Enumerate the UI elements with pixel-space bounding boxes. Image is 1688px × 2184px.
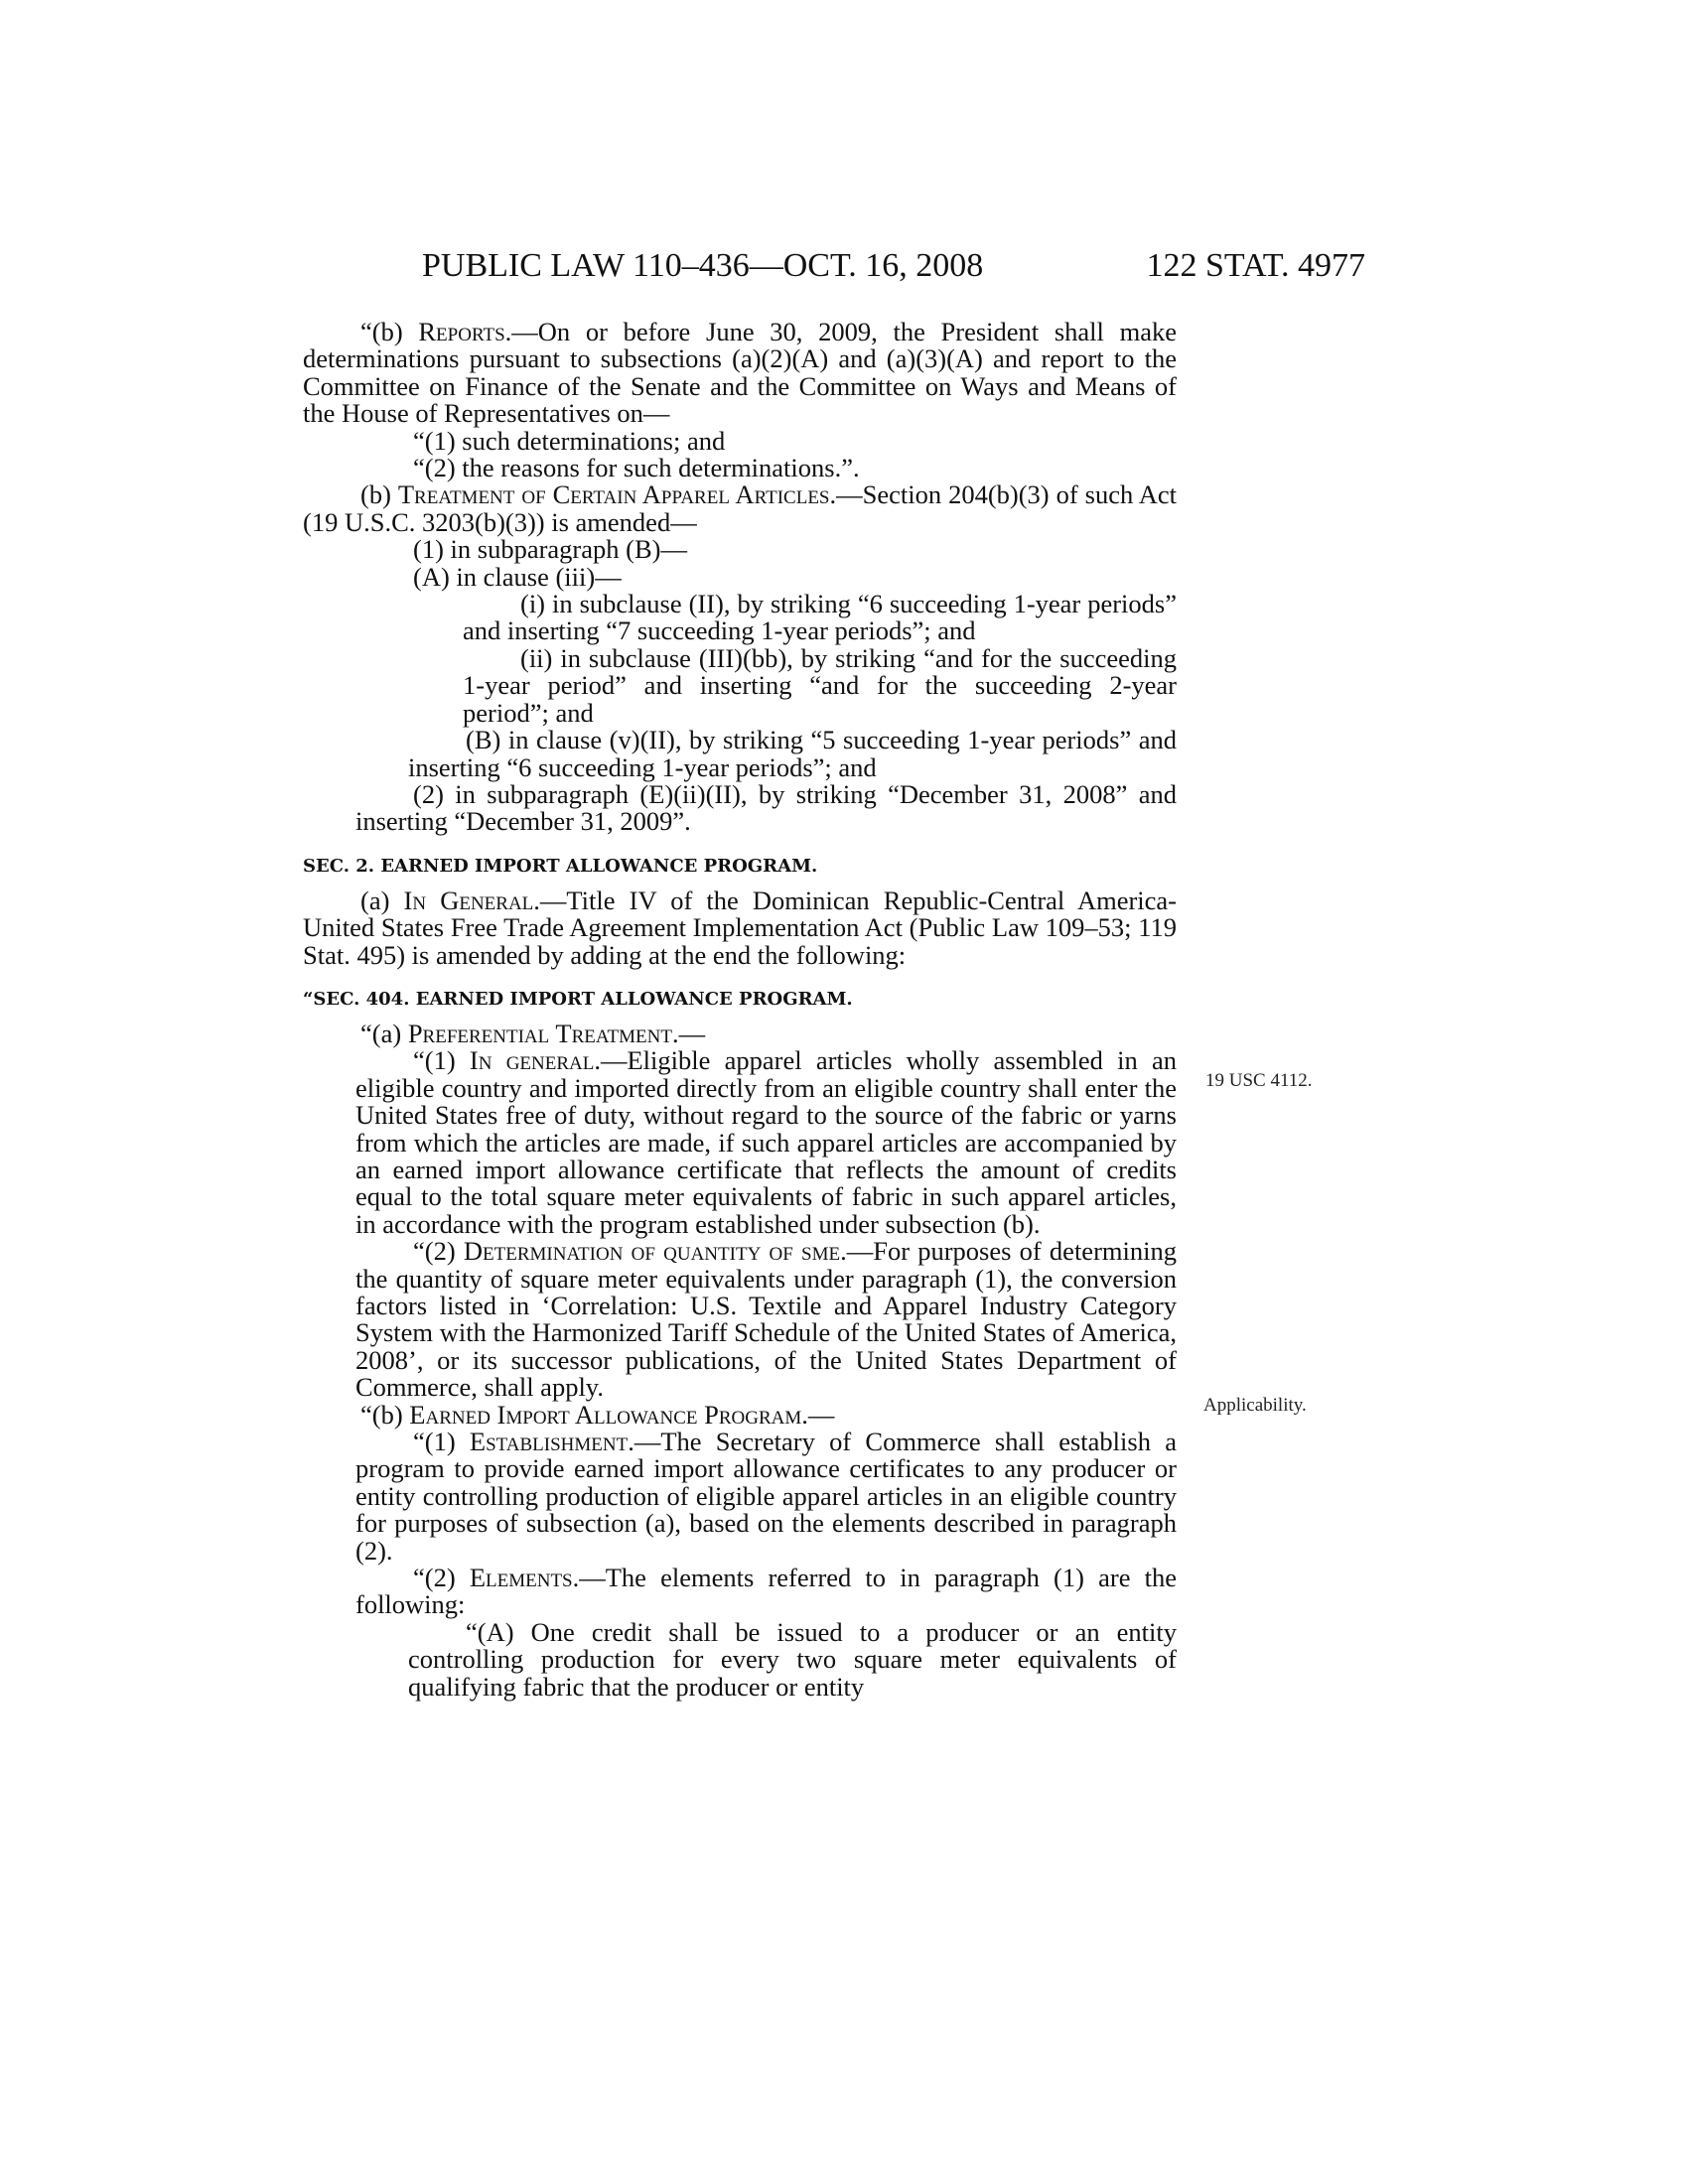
paragraph: “(a) Preferential Treatment.—	[360, 1018, 706, 1048]
paragraph: “(2) Determination of quantity of sme.—For purposes of determining the quantity of square meter equivalents under paragraph (1), the conversion factors listed in ‘Correlation: U.S. Textile and Apparel Industry Category System with the Harmonized Tariff Schedule of the United States of America, 2008’, or its successor publications, of the United States Department of Commerce, shall apply.	[355, 1236, 1177, 1403]
paragraph: (ii) in subclause (III)(bb), by striking “and for the succeeding 1-year period” and inserting “and for the succeeding 2-year period”; and	[463, 642, 1177, 728]
paragraph: (1) in subparagraph (B)—	[413, 534, 687, 565]
paragraph: “(1) Establishment.—The Secretary of Commerce shall establish a program to provide earned import allowance certificates to any producer or entity controlling production of eligible apparel articles in an eligible country for purposes of subsection (a), based on the elements described in paragraph (2).	[355, 1427, 1177, 1566]
paragraph: (i) in subclause (II), by striking “6 succeeding 1-year periods” and inserting “7 succeeding 1-year periods”; and	[463, 589, 1177, 646]
paragraph: “(1) such determinations; and	[413, 425, 726, 456]
paragraph-in-general: (a) In General.—Title IV of the Dominican Republic-Central America-United States Free Trade Agreement Implementation Act (Public Law 109–53; 119 Stat. 495) is amended by adding at the end the following:	[303, 885, 1177, 970]
margin-note-applicability: Applicability.	[1203, 1395, 1307, 1416]
paragraph: “(A) One credit shall be issued to a producer or an entity controlling production for every two square meter equivalents of qualifying fabric that the producer or entity	[408, 1616, 1177, 1702]
section-heading: “SEC. 404. EARNED IMPORT ALLOWANCE PROGRAM.	[303, 988, 853, 1010]
paragraph: “(b) Earned Import Allowance Program.—	[360, 1399, 835, 1430]
paragraph-reports: “(b) Reports.—On or before June 30, 2009, the President shall make determinations pursuant to subsections (a)(2)(A) and (a)(3)(A) and report to the Committee on Finance of the Senate and the Committee on Ways and Means of the House of Representatives on—	[303, 317, 1177, 429]
paragraph-treatment: (b) Treatment of Certain Apparel Articles.—Section 204(b)(3) of such Act (19 U.S.C. 3203(b)(3)) is amended—	[303, 479, 1177, 537]
statute-text	[303, 319, 1177, 1701]
section-heading: SEC. 2. EARNED IMPORT ALLOWANCE PROGRAM.	[303, 855, 818, 877]
paragraph: “(2) Elements.—The elements referred to in paragraph (1) are the following:	[355, 1563, 1177, 1620]
paragraph: (B) in clause (v)(II), by striking “5 succeeding 1-year periods” and inserting “6 succeeding 1-year periods”; and	[408, 725, 1177, 782]
paragraph: “(2) the reasons for such determinations.”.	[413, 453, 860, 483]
margin-note-usc: 19 USC 4112.	[1205, 1070, 1313, 1091]
paragraph: (2) in subparagraph (E)(ii)(II), by striking “December 31, 2008” and inserting “December 31, 2009”.	[355, 778, 1177, 837]
statute-page-number: 122 STAT. 4977	[1146, 247, 1365, 284]
paragraph: (A) in clause (iii)—	[413, 561, 622, 592]
paragraph: “(1) In general.—Eligible apparel articles wholly assembled in an eligible country and imported directly from an eligible country shall enter the United States free of duty, without regard to the source of the fabric or yarns from which the articles are made, if such apparel articles are accompanied by an earned import allowance certificate that reflects the amount of credits equal to the total square meter equivalents of fabric in such apparel articles, in accordance with the program established under subsection (b).	[355, 1045, 1177, 1239]
public-law-citation: PUBLIC LAW 110–436—OCT. 16, 2008	[422, 247, 984, 284]
